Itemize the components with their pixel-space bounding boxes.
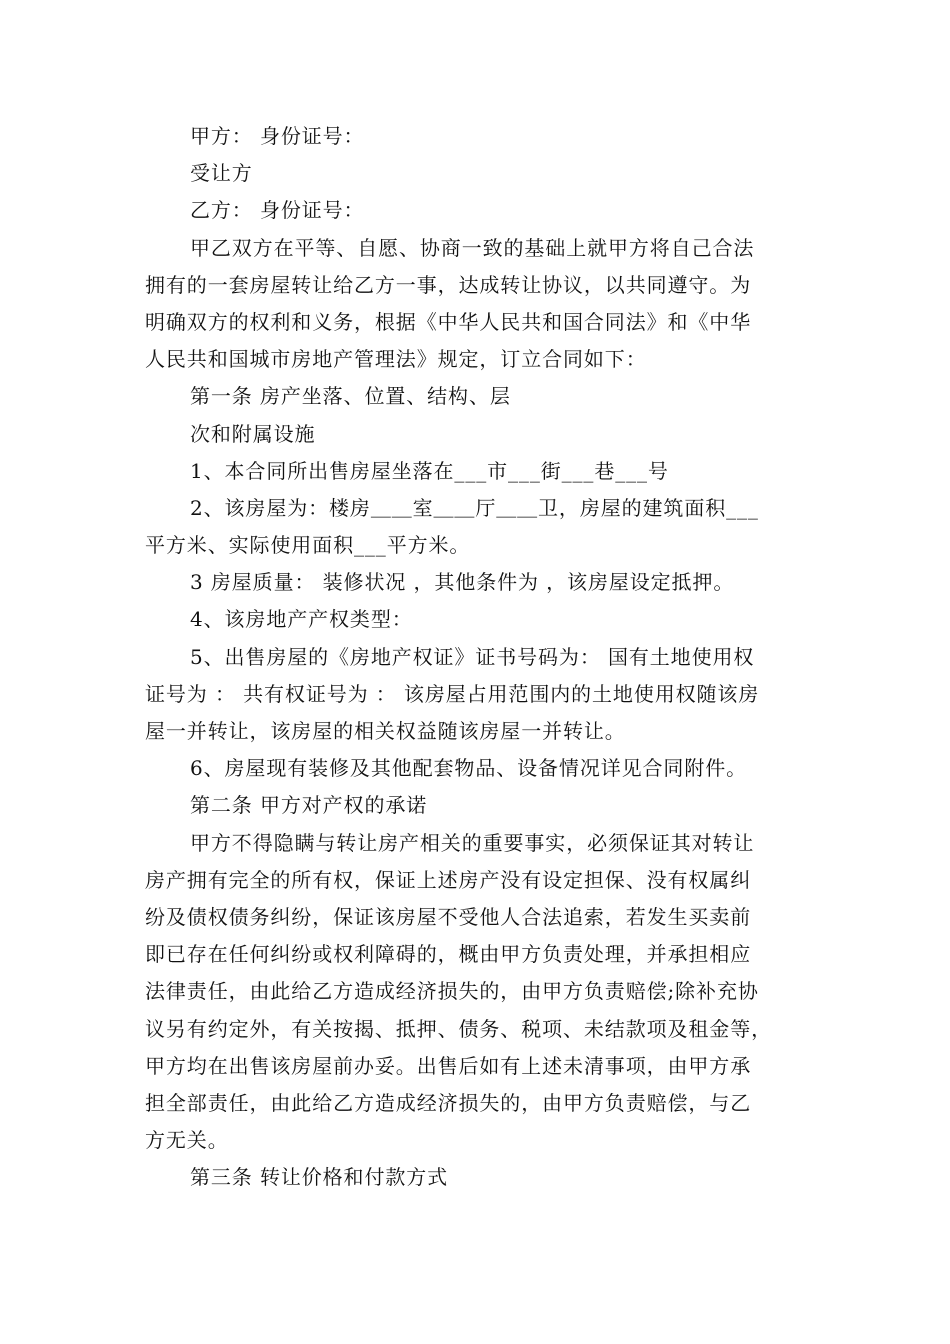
- clause-2-line-2: 平方米、实际使用面积___平方米。: [145, 533, 471, 558]
- article-2-line-9: 方无关。: [145, 1128, 229, 1153]
- clause-4: 4、该房地产产权类型：: [190, 607, 413, 632]
- transferee-heading: 受让方: [190, 161, 253, 186]
- clause-2-line-1: 2、该房屋为：楼房＿＿室＿＿厅＿＿卫，房屋的建筑面积___: [190, 495, 759, 520]
- article-1-heading-cont: 次和附属设施: [190, 421, 316, 446]
- clause-5-line-3: 屋一并转让，该房屋的相关权益随该房屋一并转让。: [145, 719, 626, 743]
- preamble-line-3: 明确双方的权利和义务，根据《中华人民共和国合同法》和《中华: [145, 309, 752, 334]
- article-2-line-1: 甲方不得隐瞒与转让房产相关的重要事实，必须保证其对转让: [190, 830, 755, 855]
- article-2-line-5: 法律责任，由此给乙方造成经济损失的，由甲方负责赔偿;除补充协: [145, 979, 759, 1004]
- clause-3: 3 房屋质量： 装修状况 ，其他条件为 ，该房屋设定抵押。: [190, 570, 735, 595]
- document-body: [145, 118, 810, 1196]
- article-1-heading: 第一条 房产坐落、位置、结构、层: [190, 384, 511, 409]
- clause-1: 1、本合同所出售房屋坐落在___市___街___巷___号: [190, 458, 669, 483]
- article-2-line-4: 即已存在任何纠纷或权利障碍的，概由甲方负责处理，并承担相应: [145, 942, 752, 967]
- clause-5-line-2: 证号为 ： 共有权证号为 ： 该房屋占用范围内的土地使用权随该房: [145, 681, 760, 706]
- article-2-line-2: 房产拥有完全的所有权，保证上述房产没有设定担保、没有权属纠: [145, 867, 752, 892]
- article-2-line-6: 议另有约定外，有关按揭、抵押、债务、税项、未结款项及租金等，: [145, 1016, 772, 1041]
- preamble-line-1: 甲乙双方在平等、自愿、协商一致的基础上就甲方将自己合法: [190, 235, 755, 260]
- article-2-line-8: 担全部责任，由此给乙方造成经济损失的，由甲方负责赔偿，与乙: [145, 1090, 752, 1115]
- article-2-line-3: 纷及债权债务纠纷，保证该房屋不受他人合法追索，若发生买卖前: [145, 904, 752, 929]
- clause-5-line-1: 5、出售房屋的《房地产权证》证书号码为： 国有土地使用权: [190, 644, 755, 669]
- article-3-heading: 第三条 转让价格和付款方式: [190, 1165, 449, 1190]
- preamble-line-2: 拥有的一套房屋转让给乙方一事，达成转让协议，以共同遵守。为: [145, 272, 752, 297]
- party-b-line: 乙方： 身份证号：: [190, 198, 365, 223]
- party-a-line: 甲方： 身份证号：: [190, 124, 365, 148]
- clause-6: 6、房屋现有装修及其他配套物品、设备情况详见合同附件。: [190, 756, 748, 781]
- article-2-heading: 第二条 甲方对产权的承诺: [190, 793, 428, 818]
- article-2-line-7: 甲方均在出售该房屋前办妥。出售后如有上述未清事项，由甲方承: [145, 1053, 752, 1078]
- preamble-line-4: 人民共和国城市房地产管理法》规定，订立合同如下：: [145, 347, 647, 372]
